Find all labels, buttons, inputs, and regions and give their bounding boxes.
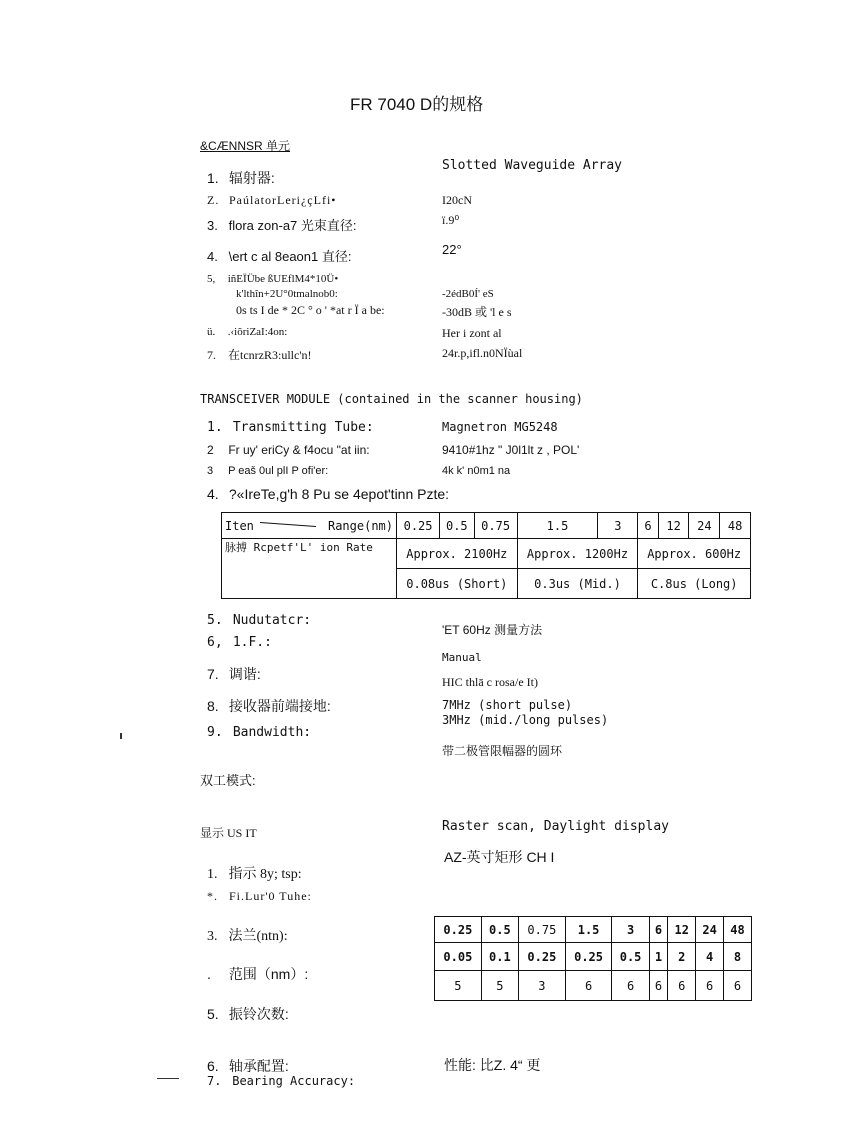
rate-label-cell: 脉搏 Rcpetf'L' ion Rate bbox=[222, 539, 397, 599]
item-label: \ert c al 8eaon1 直径: bbox=[228, 249, 352, 264]
item-number: *. bbox=[207, 889, 218, 903]
lower-value-8b: 3MHz (mid./long pulses) bbox=[442, 713, 609, 727]
item-number: 5. bbox=[207, 613, 223, 628]
lower-item-9 bbox=[207, 725, 311, 740]
range-cell: 0.25 bbox=[397, 513, 440, 539]
item-label: ?«IreTe,g'h 8 Pu se 4epot'tinn Pzte: bbox=[228, 486, 450, 502]
ring-count-cell: 3 bbox=[519, 971, 566, 1001]
scanner-item-2 bbox=[207, 193, 337, 208]
range-cell: 48 bbox=[720, 513, 751, 539]
display-item-2 bbox=[207, 889, 312, 904]
item-label: Bandwidth: bbox=[232, 725, 312, 740]
scan-speck bbox=[157, 1078, 179, 1079]
range-cell: 3 bbox=[598, 513, 638, 539]
item-number: 4. bbox=[207, 249, 218, 264]
item-label: 轴承配置: bbox=[228, 1058, 289, 1074]
scanner-value-1: Slotted Waveguide Array bbox=[442, 158, 623, 173]
range-value-cell: 1.5 bbox=[565, 917, 612, 943]
ring-value-cell: 0.05 bbox=[435, 943, 482, 971]
ring-count-cell: 5 bbox=[435, 971, 482, 1001]
ring-value-cell: 4 bbox=[696, 943, 724, 971]
ring-count-cell: 6 bbox=[612, 971, 649, 1001]
section-heading-scanner: &CÆNNSR 单元 bbox=[200, 139, 291, 153]
item-number: 8. bbox=[207, 698, 219, 714]
item-number: 2 bbox=[207, 443, 214, 457]
page-title: FR 7040 D的规格 bbox=[350, 95, 484, 114]
range-value-cell: 3 bbox=[612, 917, 649, 943]
scanner-item-7 bbox=[207, 346, 311, 363]
range-value-cell: 0.25 bbox=[435, 917, 482, 943]
item-label: P eaš 0ul plI P ofi'er: bbox=[228, 465, 329, 477]
ring-count-cell: 6 bbox=[668, 971, 696, 1001]
item-label: Fr uy' eriCy & f4ocu "at iin: bbox=[228, 443, 370, 457]
item-number: 6, bbox=[207, 635, 223, 650]
display-item-1 bbox=[207, 863, 302, 883]
ring-count-cell: 6 bbox=[565, 971, 612, 1001]
item-number: 1. bbox=[207, 170, 219, 186]
scanner-item-5 bbox=[207, 273, 338, 285]
item-label: 振铃次数: bbox=[228, 1006, 289, 1022]
item-number: 9. bbox=[207, 725, 223, 740]
range-cell: 1.5 bbox=[517, 513, 598, 539]
bearing-value-6: 性能: 比Z. 4“ 更 bbox=[444, 1057, 541, 1073]
transceiver-item-3 bbox=[207, 465, 328, 477]
ring-count-cell: 5 bbox=[481, 971, 518, 1001]
pulse-cell: 0.3us (Mid.) bbox=[517, 569, 638, 599]
lower-value-9: 带二极管限幅器的圆环 bbox=[442, 744, 563, 758]
item-number: 3. bbox=[207, 218, 218, 233]
item-label: 接收器前端接地: bbox=[228, 698, 331, 714]
range-cell: 0.75 bbox=[474, 513, 517, 539]
item-number: 7. bbox=[207, 1074, 222, 1088]
lower-value-8a: 7MHz (short pulse) bbox=[442, 698, 573, 712]
display-item-5 bbox=[207, 1004, 289, 1024]
ring-value-cell: 8 bbox=[724, 943, 752, 971]
item-label: Fi.Lur'0 Tuhe: bbox=[229, 889, 312, 903]
range-cell: 0.5 bbox=[440, 513, 474, 539]
ring-value-cell: 0.5 bbox=[612, 943, 649, 971]
display-item-3 bbox=[207, 925, 288, 945]
scanner-value-5a: -2édB0Í' eS bbox=[442, 288, 494, 300]
range-value-cell: 0.75 bbox=[519, 917, 566, 943]
scanner-item-6 bbox=[207, 326, 287, 338]
display-value-2: AZ-英寸矩形 CH I bbox=[444, 849, 555, 865]
lower-item-6 bbox=[207, 635, 272, 650]
item-range-header-cell bbox=[222, 513, 397, 539]
item-label: 指示 8y; tsp: bbox=[228, 867, 302, 882]
pulse-table bbox=[221, 512, 751, 599]
item-number: 3 bbox=[207, 465, 214, 477]
item-label: Nudutatcr: bbox=[232, 613, 312, 628]
scanner-item-3 bbox=[207, 215, 357, 234]
item-label: 法兰(ntn): bbox=[228, 929, 288, 944]
display-value: Raster scan, Daylight display bbox=[442, 819, 669, 834]
item-number: 4. bbox=[207, 486, 219, 502]
item-number: 7. bbox=[207, 348, 216, 362]
pulse-cell: C.8us (Long) bbox=[638, 569, 751, 599]
pulse-cell: 0.08us (Short) bbox=[397, 569, 518, 599]
item-number: . bbox=[207, 966, 211, 982]
ring-value-cell: 0.1 bbox=[481, 943, 518, 971]
lower-item-7 bbox=[207, 664, 261, 684]
display-item-4 bbox=[207, 964, 308, 984]
rate-cell: Approx. 2100Hz bbox=[397, 539, 518, 569]
item-number: 7. bbox=[207, 666, 219, 682]
range-value-cell: 12 bbox=[668, 917, 696, 943]
display-label: 显示 US IT bbox=[200, 826, 257, 840]
item-label: 调谐: bbox=[228, 666, 261, 682]
item-number: 6. bbox=[207, 1058, 219, 1074]
item-label: .‹iõriZaI:4on: bbox=[227, 326, 288, 338]
range-cell: 24 bbox=[689, 513, 720, 539]
scanner-item-5b: 0s ts I de * 2C ° o ' *at r Ï a be: bbox=[236, 303, 385, 317]
scanner-value-2: I20cN bbox=[442, 193, 472, 207]
ring-count-cell: 6 bbox=[696, 971, 724, 1001]
item-number: ü. bbox=[207, 326, 216, 338]
lower-value-5: 'ET 60Hz 测量方法 bbox=[442, 623, 543, 637]
ring-value-cell: 0.25 bbox=[519, 943, 566, 971]
item-label: Iten bbox=[225, 518, 254, 533]
range-cell: 12 bbox=[658, 513, 689, 539]
item-label: 范围（nm）: bbox=[228, 966, 309, 982]
scanner-value-3: ï.9⁰ bbox=[442, 213, 460, 227]
section-heading-transceiver: TRANSCEIVER MODULE (contained in the scanner housing) bbox=[200, 392, 583, 406]
ring-value-cell: 1 bbox=[649, 943, 668, 971]
ring-value-cell: 0.25 bbox=[565, 943, 612, 971]
bearing-item-7 bbox=[207, 1074, 355, 1088]
rate-cell: Approx. 1200Hz bbox=[517, 539, 638, 569]
transceiver-value-2: 9410#1hz " J0l1lt z , POL' bbox=[442, 443, 580, 457]
ring-count-cell: 6 bbox=[649, 971, 668, 1001]
range-value-cell: 6 bbox=[649, 917, 668, 943]
rate-cell: Approx. 600Hz bbox=[638, 539, 751, 569]
item-label: flora zon-a7 光束直径: bbox=[228, 218, 357, 233]
item-label: 在tcnrzR3:ullc'n! bbox=[228, 348, 312, 362]
scan-speck bbox=[120, 733, 122, 739]
item-label: Transmitting Tube: bbox=[232, 420, 374, 435]
item-number: 1. bbox=[207, 420, 223, 435]
scanner-value-5b: -30dB 或 'l e s bbox=[442, 305, 512, 319]
item-number: Z. bbox=[207, 193, 220, 207]
item-label: PaúlatorLeri¿çLfi• bbox=[229, 193, 337, 207]
range-value-cell: 0.5 bbox=[481, 917, 518, 943]
range-label: Range(nm) bbox=[327, 518, 393, 533]
item-label: 1.F.: bbox=[232, 635, 272, 650]
scanner-item-5a: k'lthîn+2U°0tmalnob0: bbox=[236, 288, 338, 300]
transceiver-item-1 bbox=[207, 420, 374, 435]
range-value-cell: 48 bbox=[724, 917, 752, 943]
transceiver-value-3: 4k k' n0m1 na bbox=[442, 465, 511, 477]
lower-value-7: HIC thlā c rosa/e It) bbox=[442, 675, 538, 689]
range-value-cell: 24 bbox=[696, 917, 724, 943]
ring-value-cell: 2 bbox=[668, 943, 696, 971]
header-diagonal bbox=[260, 522, 316, 527]
lower-item-8 bbox=[207, 696, 331, 716]
transceiver-value-1: Magnetron MG5248 bbox=[442, 420, 558, 434]
item-label: 辐射器: bbox=[228, 170, 275, 186]
item-number: 5, bbox=[207, 273, 216, 285]
duplex-label: 双工模式: bbox=[200, 773, 256, 788]
scanner-value-4: 22° bbox=[442, 242, 462, 257]
transceiver-item-2 bbox=[207, 443, 370, 457]
ring-count-cell: 6 bbox=[724, 971, 752, 1001]
scanner-value-6: Her i zont al bbox=[442, 326, 502, 340]
scanner-item-1 bbox=[207, 168, 275, 188]
range-table bbox=[434, 916, 752, 1001]
item-number: 3. bbox=[207, 929, 218, 944]
item-number: 1. bbox=[207, 867, 218, 882]
item-label: iñEÏÜbe ßUEflM4*10Ü• bbox=[227, 273, 339, 285]
transceiver-item-4 bbox=[207, 486, 449, 502]
bearing-item-6 bbox=[207, 1056, 289, 1076]
range-cell: 6 bbox=[638, 513, 658, 539]
scanner-value-7: 24r.p,ifl.n0NÏùal bbox=[442, 346, 523, 360]
lower-value-6: Manual bbox=[442, 651, 482, 664]
lower-item-5 bbox=[207, 613, 311, 628]
scanner-item-4 bbox=[207, 246, 351, 265]
item-number: 5. bbox=[207, 1006, 219, 1022]
item-label: Bearing Accuracy: bbox=[232, 1074, 356, 1088]
